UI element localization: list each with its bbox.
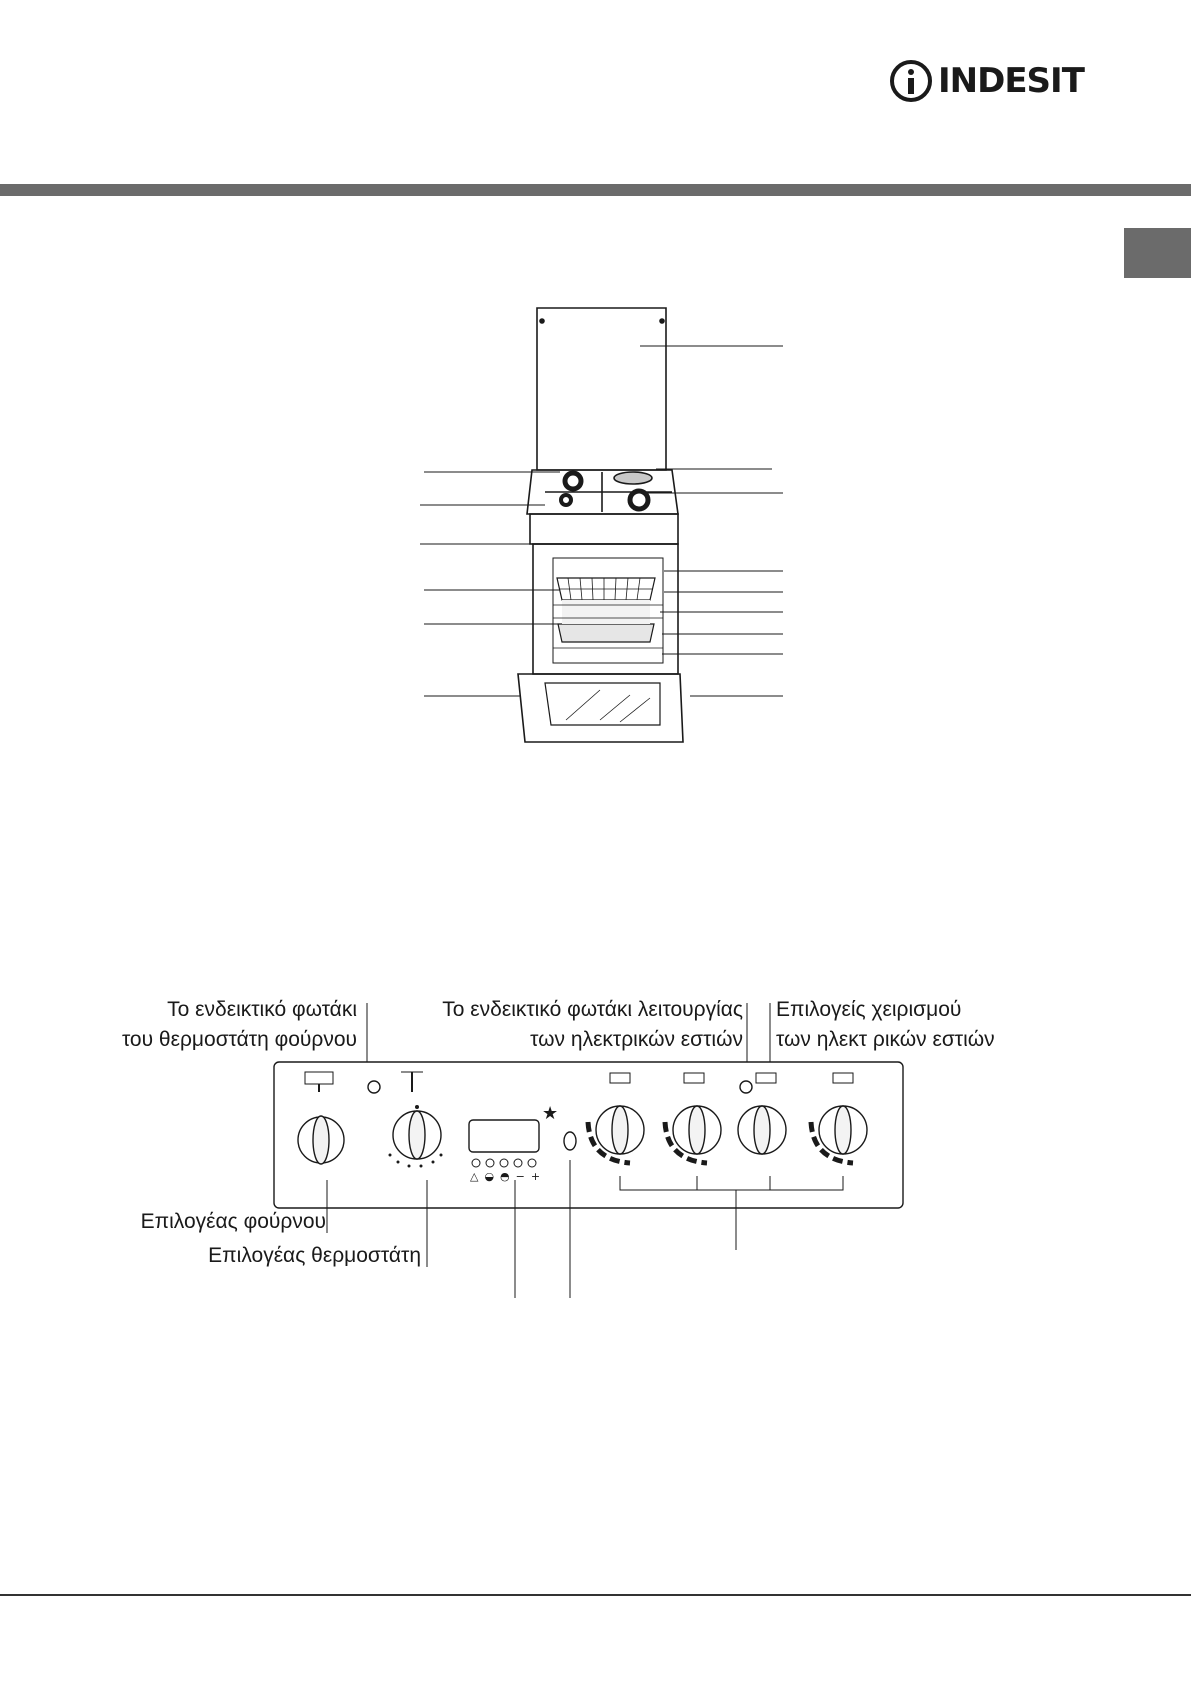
thermostat-selector-label: Επιλογέας θερμοστάτη (208, 1244, 421, 1267)
timer-buttons-row: △◒◓−+ (470, 1170, 547, 1183)
brand-name: INDESIT (938, 61, 1084, 101)
hob-selectors-label-line2: των ηλεκτ ρικών εστιών (776, 1028, 995, 1051)
hob-selectors-label-line1: Επιλογείς χειρισμού (776, 998, 962, 1021)
timer-display (469, 1120, 539, 1152)
hob-operating-light-label-line1: Το ενδεικτικό φωτάκι λειτουργίας (442, 998, 743, 1021)
oven-selector-label: Επιλογέας φούρνου (140, 1210, 326, 1233)
hob-operating-light-label-line2: των ηλεκτρικών εστιών (530, 1028, 743, 1051)
footer-rule (0, 1594, 1191, 1596)
hob-operating-light (564, 1132, 576, 1150)
star-icon: ★ (542, 1103, 559, 1123)
thermostat-light-label-line1: Το ενδεικτικό φωτάκι (167, 998, 357, 1021)
hob-knobs (596, 1106, 867, 1154)
thermostat-light-label-line2: του θερμοστάτη φούρνου (121, 1028, 357, 1051)
